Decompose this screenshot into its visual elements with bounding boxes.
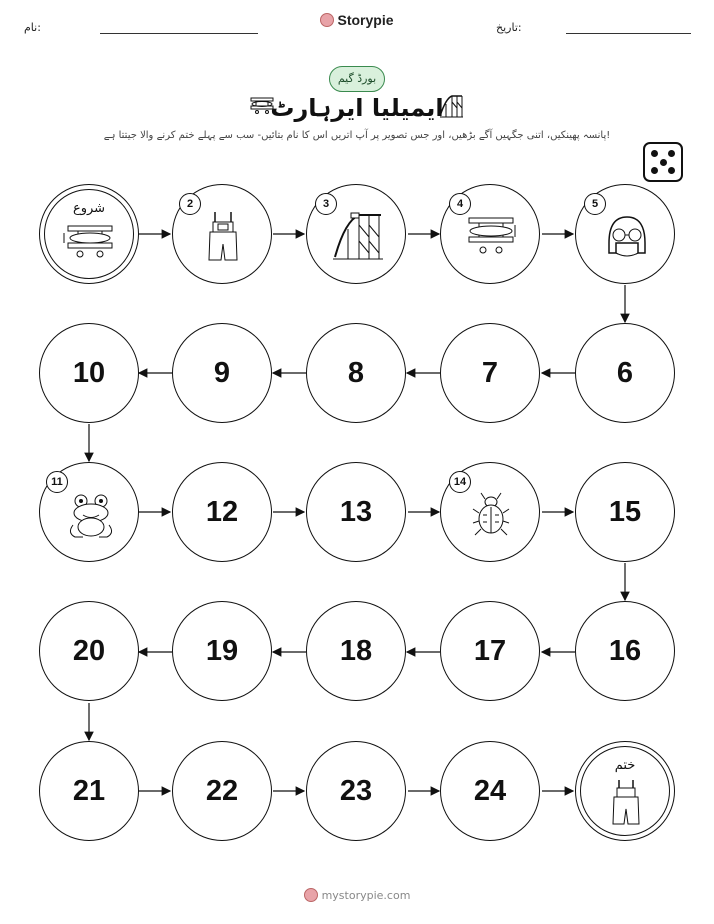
- overalls-icon: [206, 210, 240, 266]
- footer-brand: [0, 888, 714, 902]
- aviator-helmet-icon: [604, 213, 650, 265]
- space-number: 17: [473, 634, 507, 667]
- board-space-8[interactable]: [306, 323, 406, 423]
- board-space-24[interactable]: [440, 741, 540, 841]
- board-space-3[interactable]: [306, 184, 406, 284]
- space-number: 21: [72, 774, 106, 807]
- space-number: 10: [72, 356, 106, 389]
- space-number: 2: [179, 193, 201, 215]
- board-space-14[interactable]: [440, 462, 540, 562]
- board-space-2[interactable]: [172, 184, 272, 284]
- board-space-12[interactable]: [172, 462, 272, 562]
- instructions: پانسہ پھینکیں، اتنی جگہیں آگے بڑھیں، اور جس تصویر پر آپ اتریں اس کا نام بتائیں- سب سے پہلے ختم کرنے والا جیتتا ہے!: [103, 130, 611, 141]
- footer-url[interactable]: mystorypie.com: [321, 889, 411, 902]
- board-space-start[interactable]: [39, 184, 139, 284]
- space-number: 18: [339, 634, 373, 667]
- board-space-22[interactable]: [172, 741, 272, 841]
- roller-coaster-icon: [331, 211, 385, 265]
- space-number: 20: [72, 634, 106, 667]
- board-space-20[interactable]: [39, 601, 139, 701]
- board-space-11[interactable]: [39, 462, 139, 562]
- biplane-icon: [62, 223, 118, 263]
- board-space-13[interactable]: [306, 462, 406, 562]
- board-space-5[interactable]: [575, 184, 675, 284]
- start-label: شروع: [72, 201, 106, 216]
- board-game-badge: بورڈ گیم: [329, 66, 385, 92]
- date-label: تاریخ:: [496, 21, 522, 34]
- overalls-icon: [611, 778, 641, 830]
- board-space-6[interactable]: [575, 323, 675, 423]
- storypie-logo-icon: [304, 888, 318, 902]
- space-number: 19: [205, 634, 239, 667]
- space-number: 14: [449, 471, 471, 493]
- space-number: 5: [584, 193, 606, 215]
- page-title: ایمیلیا ایرہارٹ: [270, 94, 444, 122]
- space-number: 8: [347, 356, 365, 389]
- space-number: 3: [315, 193, 337, 215]
- frog-icon: [65, 493, 117, 543]
- space-number: 22: [205, 774, 239, 807]
- board-space-10[interactable]: [39, 323, 139, 423]
- space-number: 4: [449, 193, 471, 215]
- space-number: 15: [608, 495, 642, 528]
- space-number: 9: [213, 356, 231, 389]
- space-number: 16: [608, 634, 642, 667]
- beetle-icon: [471, 491, 511, 541]
- space-number: 12: [205, 495, 239, 528]
- space-number: 6: [616, 356, 634, 389]
- board-space-finish[interactable]: [575, 741, 675, 841]
- space-number: 24: [473, 774, 507, 807]
- finish-label: ختم: [614, 758, 636, 773]
- board-space-9[interactable]: [172, 323, 272, 423]
- space-number: 7: [481, 356, 499, 389]
- board-space-4[interactable]: [440, 184, 540, 284]
- board-space-23[interactable]: [306, 741, 406, 841]
- space-number: 11: [46, 471, 68, 493]
- board-space-7[interactable]: [440, 323, 540, 423]
- name-label: نام:: [24, 21, 41, 34]
- board-space-18[interactable]: [306, 601, 406, 701]
- board-space-17[interactable]: [440, 601, 540, 701]
- board-space-16[interactable]: [575, 601, 675, 701]
- board-space-19[interactable]: [172, 601, 272, 701]
- biplane-icon: [463, 215, 519, 259]
- space-number: 13: [339, 495, 373, 528]
- board-space-21[interactable]: [39, 741, 139, 841]
- brand-name: Storypie: [337, 12, 394, 28]
- board-space-15[interactable]: [575, 462, 675, 562]
- space-number: 23: [339, 774, 373, 807]
